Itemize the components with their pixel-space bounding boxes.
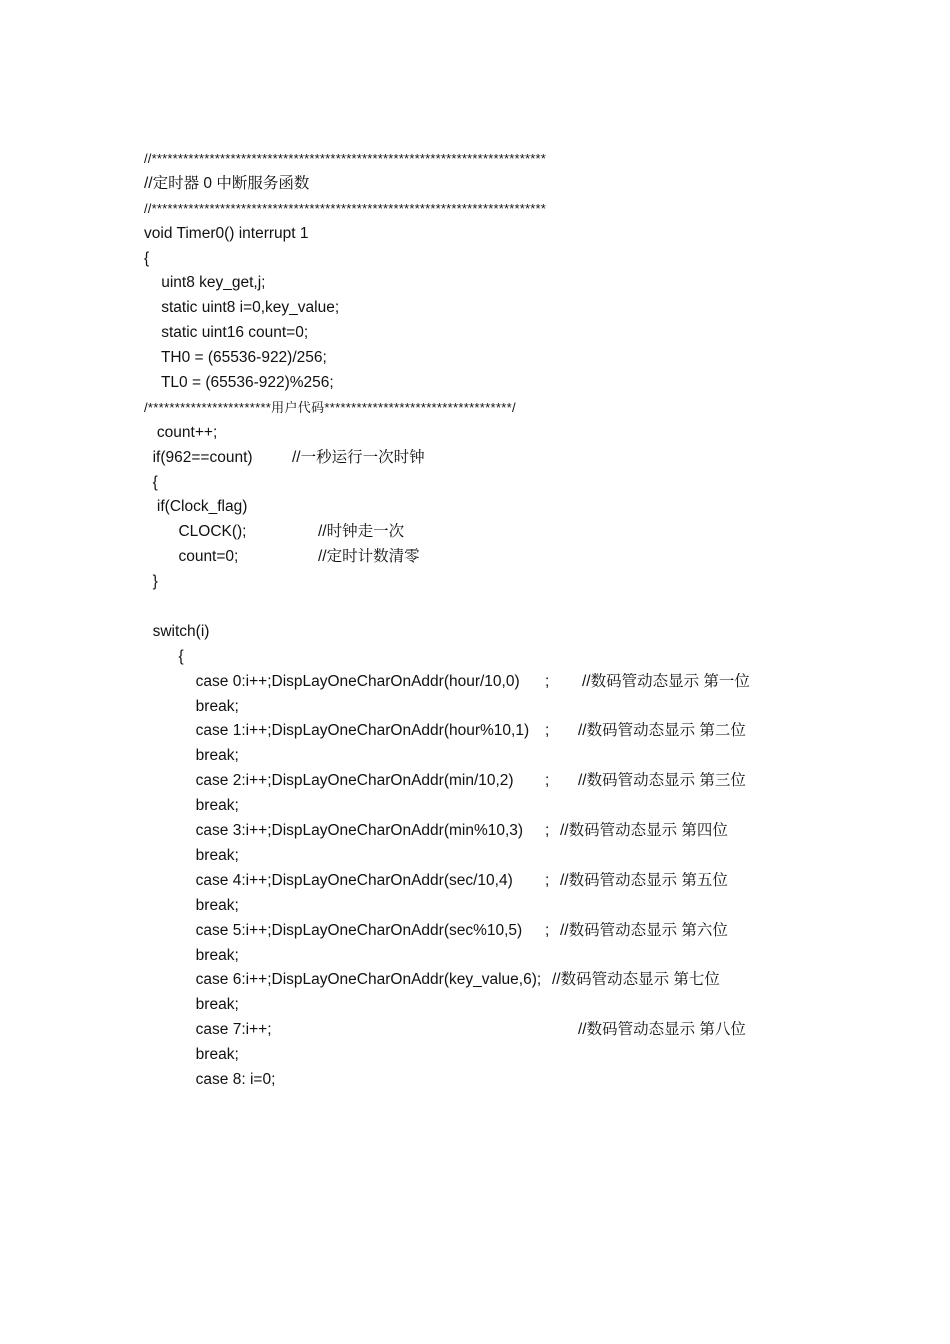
code-semicolon: ; — [545, 722, 550, 740]
code-comment: //定时计数清零 — [318, 548, 420, 566]
code-text: case 8: i=0; — [144, 1070, 276, 1088]
code-comment: //一秒运行一次时钟 — [292, 448, 425, 466]
code-comment: //数码管动态显示 第六位 — [560, 921, 728, 939]
code-text: break; — [144, 797, 239, 815]
code-text: case 0:i++;DispLayOneCharOnAddr(hour/10,0) — [144, 672, 520, 690]
code-line — [144, 719, 824, 744]
code-comment: //时钟走一次 — [318, 523, 405, 541]
code-line — [144, 1018, 824, 1043]
code-comment: //数码管动态显示 第五位 — [560, 871, 728, 889]
code-line — [144, 869, 824, 894]
code-comment: //数码管动态显示 第二位 — [578, 722, 746, 740]
code-comment: //数码管动态显示 第八位 — [578, 1021, 746, 1039]
comment-title-line — [144, 172, 824, 197]
code-line — [144, 844, 824, 869]
code-line — [144, 968, 824, 993]
code-comment: //数码管动态显示 第一位 — [582, 672, 750, 690]
code-text: TL0 = (65536-922)%256; — [144, 374, 334, 392]
code-text: break; — [144, 996, 239, 1014]
code-line — [144, 769, 824, 794]
code-comment: //数码管动态显示 第三位 — [578, 772, 746, 790]
comment-separator-line — [144, 147, 824, 172]
code-text: break; — [144, 896, 239, 914]
code-text: uint8 key_get,j; — [144, 274, 266, 292]
code-text: break; — [144, 946, 239, 964]
code-text: case 6:i++;DispLayOneCharOnAddr(key_value,6); — [144, 971, 542, 989]
code-semicolon: ; — [545, 871, 550, 889]
code-text: static uint8 i=0,key_value; — [144, 299, 340, 317]
code-line — [144, 271, 824, 296]
code-text: } — [144, 573, 158, 591]
code-line — [144, 421, 824, 446]
code-text: case 4:i++;DispLayOneCharOnAddr(sec/10,4) — [144, 871, 513, 889]
code-line — [144, 794, 824, 819]
code-text: if(Clock_flag) — [144, 498, 248, 516]
code-text: TH0 = (65536-922)/256; — [144, 349, 327, 367]
code-line — [144, 346, 824, 371]
code-text: { — [144, 647, 184, 665]
code-line — [144, 695, 824, 720]
comment-separator-line — [144, 197, 824, 222]
function-signature-line — [144, 222, 824, 247]
code-text: //定时器 0 中断服务函数 — [144, 174, 310, 192]
code-line — [144, 919, 824, 944]
code-semicolon: ; — [545, 822, 550, 840]
code-text: { — [144, 473, 158, 491]
code-text: case 2:i++;DispLayOneCharOnAddr(min/10,2) — [144, 772, 514, 790]
code-line — [144, 247, 824, 272]
code-line — [144, 570, 824, 595]
code-text: if(962==count) — [144, 448, 253, 466]
code-text: count++; — [144, 423, 218, 441]
code-line — [144, 993, 824, 1018]
code-semicolon: ; — [545, 772, 550, 790]
code-line — [144, 645, 824, 670]
code-text: case 3:i++;DispLayOneCharOnAddr(min%10,3) — [144, 822, 524, 840]
code-line — [144, 321, 824, 346]
code-line — [144, 296, 824, 321]
code-line — [144, 1068, 824, 1093]
code-line — [144, 446, 824, 471]
code-semicolon: ; — [545, 921, 550, 939]
user-code-separator-line — [144, 396, 824, 421]
code-line — [144, 495, 824, 520]
blank-line — [144, 595, 824, 620]
code-text: void Timer0() interrupt 1 — [144, 224, 309, 242]
code-line — [144, 620, 824, 645]
code-line — [144, 894, 824, 919]
code-comment: //数码管动态显示 第四位 — [560, 822, 728, 840]
code-line — [144, 471, 824, 496]
code-line — [144, 545, 824, 570]
code-text: /***********************用户代码***********************************/ — [144, 399, 516, 415]
code-line — [144, 520, 824, 545]
code-text: case 5:i++;DispLayOneCharOnAddr(sec%10,5) — [144, 921, 523, 939]
code-text: CLOCK(); — [144, 523, 247, 541]
code-text: //*************************************************************************** — [144, 151, 547, 166]
code-text: break; — [144, 1046, 239, 1064]
code-text: count=0; — [144, 548, 239, 566]
code-line — [144, 1043, 824, 1068]
code-text: break; — [144, 846, 239, 864]
code-text: case 7:i++; — [144, 1021, 272, 1039]
code-semicolon: ; — [545, 672, 550, 690]
code-text: case 1:i++;DispLayOneCharOnAddr(hour%10,1) — [144, 722, 530, 740]
code-line — [144, 944, 824, 969]
code-listing — [144, 147, 824, 1093]
code-text: static uint16 count=0; — [144, 324, 309, 342]
code-line — [144, 819, 824, 844]
code-text: switch(i) — [144, 622, 210, 640]
code-text: break; — [144, 747, 239, 765]
code-text: { — [144, 249, 150, 267]
code-text: //*************************************************************************** — [144, 200, 547, 216]
code-line — [144, 744, 824, 769]
code-comment: //数码管动态显示 第七位 — [552, 971, 720, 989]
code-line — [144, 371, 824, 396]
code-line — [144, 670, 824, 695]
code-text: break; — [144, 697, 239, 715]
